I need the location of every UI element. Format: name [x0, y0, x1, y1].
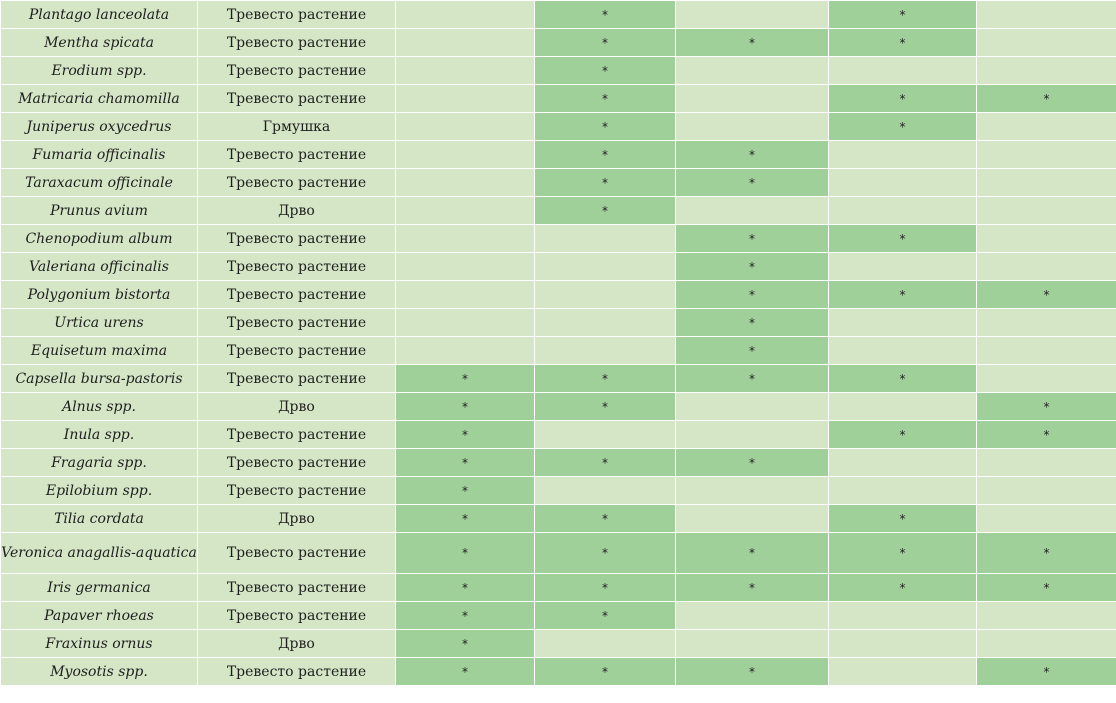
usage-mark-cell [535, 630, 676, 658]
species-name-cell: Fraxinus ornus [1, 630, 198, 658]
table-row [1, 281, 1116, 309]
species-name-cell: Mentha spicata [1, 29, 198, 57]
usage-mark-cell [829, 309, 977, 337]
usage-mark-cell [396, 393, 535, 421]
species-name-cell: Equisetum maxima [1, 337, 198, 365]
plant-type-cell: Тревесто растение [198, 658, 396, 686]
usage-mark-cell [676, 169, 829, 197]
usage-mark-cell [676, 225, 829, 253]
asterisk-mark: * [602, 371, 608, 386]
species-name-cell: Taraxacum officinale [1, 169, 198, 197]
asterisk-mark: * [602, 511, 608, 526]
plant-type-cell: Тревесто растение [198, 309, 396, 337]
table-row [1, 574, 1116, 602]
table-row [1, 533, 1116, 574]
asterisk-mark: * [602, 175, 608, 190]
asterisk-mark: * [602, 147, 608, 162]
usage-mark-cell [977, 337, 1116, 365]
asterisk-mark: * [602, 35, 608, 50]
usage-mark-cell [535, 309, 676, 337]
plant-type-cell: Тревесто растение [198, 602, 396, 630]
species-name-cell: Plantago lanceolata [1, 1, 198, 29]
usage-mark-cell [396, 365, 535, 393]
plant-type-cell: Тревесто растение [198, 57, 396, 85]
usage-mark-cell [977, 225, 1116, 253]
table-row [1, 449, 1116, 477]
species-name-cell: Valeriana officinalis [1, 253, 198, 281]
asterisk-mark: * [749, 231, 755, 246]
usage-mark-cell [676, 658, 829, 686]
asterisk-mark: * [462, 511, 468, 526]
asterisk-mark: * [749, 664, 755, 679]
usage-mark-cell [535, 602, 676, 630]
asterisk-mark: * [602, 580, 608, 595]
usage-mark-cell [396, 197, 535, 225]
usage-mark-cell [977, 658, 1116, 686]
species-name-cell: Iris germanica [1, 574, 198, 602]
usage-mark-cell [829, 393, 977, 421]
asterisk-mark: * [462, 636, 468, 651]
asterisk-mark: * [602, 7, 608, 22]
usage-mark-cell [829, 505, 977, 533]
usage-mark-cell [396, 225, 535, 253]
asterisk-mark: * [899, 511, 906, 526]
usage-mark-cell [829, 602, 977, 630]
table-row [1, 337, 1116, 365]
asterisk-mark: * [899, 91, 906, 106]
asterisk-mark: * [899, 580, 906, 595]
species-name-cell: Myosotis spp. [1, 658, 198, 686]
usage-mark-cell [829, 421, 977, 449]
usage-mark-cell [396, 658, 535, 686]
usage-mark-cell [829, 281, 977, 309]
usage-mark-cell [829, 197, 977, 225]
species-name-cell: Prunus avium [1, 197, 198, 225]
asterisk-mark: * [602, 119, 608, 134]
plant-type-cell: Тревесто растение [198, 169, 396, 197]
usage-mark-cell [676, 574, 829, 602]
usage-mark-cell [977, 85, 1116, 113]
usage-mark-cell [977, 169, 1116, 197]
usage-mark-cell [977, 141, 1116, 169]
table-row [1, 658, 1116, 686]
asterisk-mark: * [602, 91, 608, 106]
table-row [1, 141, 1116, 169]
plant-type-cell: Дрво [198, 505, 396, 533]
usage-mark-cell [676, 630, 829, 658]
usage-mark-cell [829, 57, 977, 85]
table-row [1, 393, 1116, 421]
usage-mark-cell [977, 630, 1116, 658]
asterisk-mark: * [749, 580, 755, 595]
asterisk-mark: * [602, 63, 608, 78]
usage-mark-cell [977, 29, 1116, 57]
usage-mark-cell [829, 113, 977, 141]
usage-mark-cell [977, 253, 1116, 281]
usage-mark-cell [535, 57, 676, 85]
usage-mark-cell [977, 602, 1116, 630]
usage-mark-cell [396, 337, 535, 365]
asterisk-mark: * [602, 546, 608, 560]
asterisk-mark: * [749, 287, 755, 302]
usage-mark-cell [676, 421, 829, 449]
usage-mark-cell [676, 602, 829, 630]
usage-mark-cell [535, 225, 676, 253]
usage-mark-cell [977, 449, 1116, 477]
asterisk-mark: * [899, 427, 906, 442]
asterisk-mark: * [899, 231, 906, 246]
asterisk-mark: * [602, 608, 608, 623]
asterisk-mark: * [1043, 546, 1050, 560]
table-row [1, 505, 1116, 533]
table-row [1, 477, 1116, 505]
usage-mark-cell [396, 253, 535, 281]
usage-mark-cell [676, 365, 829, 393]
usage-mark-cell [396, 533, 535, 574]
usage-mark-cell [535, 253, 676, 281]
asterisk-mark: * [899, 371, 906, 386]
usage-mark-cell [676, 337, 829, 365]
usage-mark-cell [396, 85, 535, 113]
usage-mark-cell [977, 113, 1116, 141]
usage-mark-cell [396, 57, 535, 85]
asterisk-mark: * [1043, 664, 1050, 679]
usage-mark-cell [829, 449, 977, 477]
asterisk-mark: * [1043, 580, 1050, 595]
asterisk-mark: * [749, 546, 755, 560]
usage-mark-cell [977, 421, 1116, 449]
usage-mark-cell [676, 477, 829, 505]
usage-mark-cell [535, 658, 676, 686]
table-row [1, 113, 1116, 141]
usage-mark-cell [829, 225, 977, 253]
table-row [1, 57, 1116, 85]
usage-mark-cell [676, 281, 829, 309]
asterisk-mark: * [749, 147, 755, 162]
asterisk-mark: * [749, 371, 755, 386]
usage-mark-cell [977, 309, 1116, 337]
usage-mark-cell [535, 197, 676, 225]
asterisk-mark: * [462, 608, 468, 623]
usage-mark-cell [396, 602, 535, 630]
asterisk-mark: * [462, 546, 468, 560]
usage-mark-cell [977, 533, 1116, 574]
table-row [1, 1, 1116, 29]
usage-mark-cell [676, 309, 829, 337]
usage-mark-cell [676, 85, 829, 113]
table-row [1, 309, 1116, 337]
usage-mark-cell [535, 477, 676, 505]
usage-mark-cell [676, 57, 829, 85]
usage-mark-cell [396, 1, 535, 29]
usage-mark-cell [676, 141, 829, 169]
plant-type-cell: Тревесто растение [198, 421, 396, 449]
asterisk-mark: * [602, 455, 608, 470]
usage-mark-cell [977, 477, 1116, 505]
usage-mark-cell [977, 365, 1116, 393]
usage-mark-cell [535, 281, 676, 309]
table-row [1, 602, 1116, 630]
usage-mark-cell [977, 197, 1116, 225]
usage-mark-cell [829, 85, 977, 113]
usage-mark-cell [829, 337, 977, 365]
plant-type-cell: Тревесто растение [198, 1, 396, 29]
usage-mark-cell [676, 449, 829, 477]
table-row [1, 29, 1116, 57]
species-name-cell: Fumaria officinalis [1, 141, 198, 169]
usage-mark-cell [676, 197, 829, 225]
usage-mark-cell [676, 113, 829, 141]
usage-mark-cell [396, 449, 535, 477]
species-name-cell: Fragaria spp. [1, 449, 198, 477]
table-row [1, 421, 1116, 449]
plant-type-cell: Тревесто растение [198, 574, 396, 602]
usage-mark-cell [535, 421, 676, 449]
asterisk-mark: * [749, 455, 755, 470]
asterisk-mark: * [462, 580, 468, 595]
plant-type-cell: Грмушка [198, 113, 396, 141]
usage-mark-cell [535, 365, 676, 393]
asterisk-mark: * [749, 343, 755, 358]
usage-mark-cell [676, 393, 829, 421]
usage-mark-cell [396, 169, 535, 197]
plant-type-cell: Тревесто растение [198, 253, 396, 281]
usage-mark-cell [676, 253, 829, 281]
species-name-cell: Capsella bursa-pastoris [1, 365, 198, 393]
asterisk-mark: * [749, 259, 755, 274]
plant-type-cell: Дрво [198, 197, 396, 225]
asterisk-mark: * [602, 203, 608, 218]
table-row [1, 365, 1116, 393]
usage-mark-cell [396, 421, 535, 449]
usage-mark-cell [535, 141, 676, 169]
usage-mark-cell [829, 630, 977, 658]
usage-mark-cell [977, 574, 1116, 602]
species-name-cell: Urtica urens [1, 309, 198, 337]
species-name-cell: Chenopodium album [1, 225, 198, 253]
plant-type-cell: Тревесто растение [198, 29, 396, 57]
asterisk-mark: * [1043, 91, 1050, 106]
asterisk-mark: * [749, 175, 755, 190]
species-name-cell: Epilobium spp. [1, 477, 198, 505]
table-body [1, 1, 1116, 686]
table-row [1, 225, 1116, 253]
usage-mark-cell [396, 574, 535, 602]
usage-mark-cell [396, 505, 535, 533]
asterisk-mark: * [899, 7, 906, 22]
species-name-cell: Juniperus oxycedrus [1, 113, 198, 141]
plant-type-cell: Тревесто растение [198, 365, 396, 393]
usage-mark-cell [535, 169, 676, 197]
asterisk-mark: * [1043, 427, 1050, 442]
species-name-cell: Polygonium bistorta [1, 281, 198, 309]
species-name-cell: Erodium spp. [1, 57, 198, 85]
plant-type-cell: Тревесто растение [198, 141, 396, 169]
usage-mark-cell [977, 281, 1116, 309]
asterisk-mark: * [602, 664, 608, 679]
usage-mark-cell [535, 393, 676, 421]
usage-mark-cell [977, 1, 1116, 29]
usage-mark-cell [829, 253, 977, 281]
asterisk-mark: * [462, 399, 468, 414]
asterisk-mark: * [462, 371, 468, 386]
usage-mark-cell [829, 658, 977, 686]
plant-type-cell: Тревесто растение [198, 477, 396, 505]
usage-mark-cell [396, 309, 535, 337]
species-name-cell: Veronica anagallis-aquatica [1, 533, 198, 574]
usage-mark-cell [829, 365, 977, 393]
usage-mark-cell [396, 113, 535, 141]
usage-mark-cell [829, 29, 977, 57]
usage-mark-cell [535, 85, 676, 113]
species-name-cell: Papaver rhoeas [1, 602, 198, 630]
usage-mark-cell [535, 1, 676, 29]
usage-mark-cell [396, 141, 535, 169]
plant-type-cell: Тревесто растение [198, 85, 396, 113]
species-name-cell: Matricaria chamomilla [1, 85, 198, 113]
species-name-cell: Tilia cordata [1, 505, 198, 533]
table-row [1, 630, 1116, 658]
usage-mark-cell [977, 505, 1116, 533]
usage-mark-cell [829, 141, 977, 169]
table-row [1, 253, 1116, 281]
usage-mark-cell [535, 449, 676, 477]
plant-type-cell: Тревесто растение [198, 225, 396, 253]
asterisk-mark: * [899, 546, 906, 560]
species-name-cell: Alnus spp. [1, 393, 198, 421]
asterisk-mark: * [462, 455, 468, 470]
asterisk-mark: * [749, 315, 755, 330]
plant-type-cell: Дрво [198, 630, 396, 658]
usage-mark-cell [977, 57, 1116, 85]
usage-mark-cell [977, 393, 1116, 421]
table-row [1, 197, 1116, 225]
usage-mark-cell [676, 29, 829, 57]
usage-mark-cell [535, 337, 676, 365]
asterisk-mark: * [602, 399, 608, 414]
usage-mark-cell [676, 1, 829, 29]
usage-mark-cell [535, 505, 676, 533]
usage-mark-cell [535, 533, 676, 574]
asterisk-mark: * [749, 35, 755, 50]
usage-mark-cell [676, 505, 829, 533]
usage-mark-cell [829, 477, 977, 505]
plant-type-cell: Тревесто растение [198, 449, 396, 477]
usage-mark-cell [829, 169, 977, 197]
asterisk-mark: * [462, 427, 468, 442]
asterisk-mark: * [899, 287, 906, 302]
asterisk-mark: * [1043, 399, 1050, 414]
usage-mark-cell [396, 630, 535, 658]
asterisk-mark: * [899, 35, 906, 50]
table-row [1, 85, 1116, 113]
usage-mark-cell [535, 574, 676, 602]
asterisk-mark: * [462, 664, 468, 679]
table-row [1, 169, 1116, 197]
usage-mark-cell [829, 574, 977, 602]
plant-type-cell: Дрво [198, 393, 396, 421]
plant-type-cell: Тревесто растение [198, 281, 396, 309]
usage-mark-cell [396, 281, 535, 309]
usage-mark-cell [396, 477, 535, 505]
asterisk-mark: * [1043, 287, 1050, 302]
usage-mark-cell [676, 533, 829, 574]
usage-mark-cell [396, 29, 535, 57]
plant-type-cell: Тревесто растение [198, 533, 396, 574]
plant-type-cell: Тревесто растение [198, 337, 396, 365]
asterisk-mark: * [462, 483, 468, 498]
usage-mark-cell [535, 29, 676, 57]
usage-mark-cell [535, 113, 676, 141]
species-name-cell: Inula spp. [1, 421, 198, 449]
usage-mark-cell [829, 1, 977, 29]
usage-mark-cell [829, 533, 977, 574]
asterisk-mark: * [899, 119, 906, 134]
